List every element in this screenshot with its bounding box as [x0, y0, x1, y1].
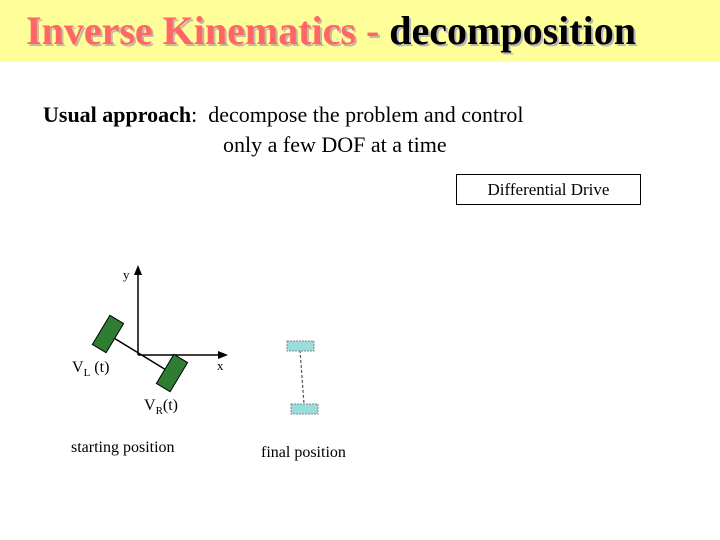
vr-label — [144, 397, 178, 417]
starting-position-caption: starting position — [71, 439, 175, 456]
final-axle — [300, 350, 304, 404]
vr-main: V — [144, 397, 156, 414]
approach-colon: : — [191, 102, 198, 127]
title-part-red: Inverse Kinematics - — [26, 8, 390, 53]
vl-label — [72, 359, 109, 379]
final-position-caption: final position — [261, 444, 346, 461]
title-part-black: decomposition — [389, 8, 636, 53]
final-wheel-bottom — [291, 404, 318, 414]
y-axis-arrowhead — [134, 265, 142, 275]
vr-suffix: (t) — [162, 397, 179, 414]
right-wheel — [156, 354, 187, 391]
vl-sub: L — [83, 367, 91, 380]
approach-text-1: decompose the problem and control — [197, 102, 524, 127]
differential-drive-box: Differential Drive — [456, 174, 641, 205]
vl-suffix: (t) — [90, 359, 110, 376]
vl-main: V — [72, 359, 84, 376]
y-axis-label: y — [123, 267, 130, 282]
left-wheel — [92, 315, 123, 352]
start-axle — [109, 335, 171, 373]
approach-label: Usual approach — [43, 102, 192, 127]
approach-line-2: only a few DOF at a time — [223, 132, 447, 157]
final-wheel-top — [287, 341, 314, 351]
x-axis-label: x — [217, 358, 224, 373]
vr-sub: R — [155, 405, 163, 418]
